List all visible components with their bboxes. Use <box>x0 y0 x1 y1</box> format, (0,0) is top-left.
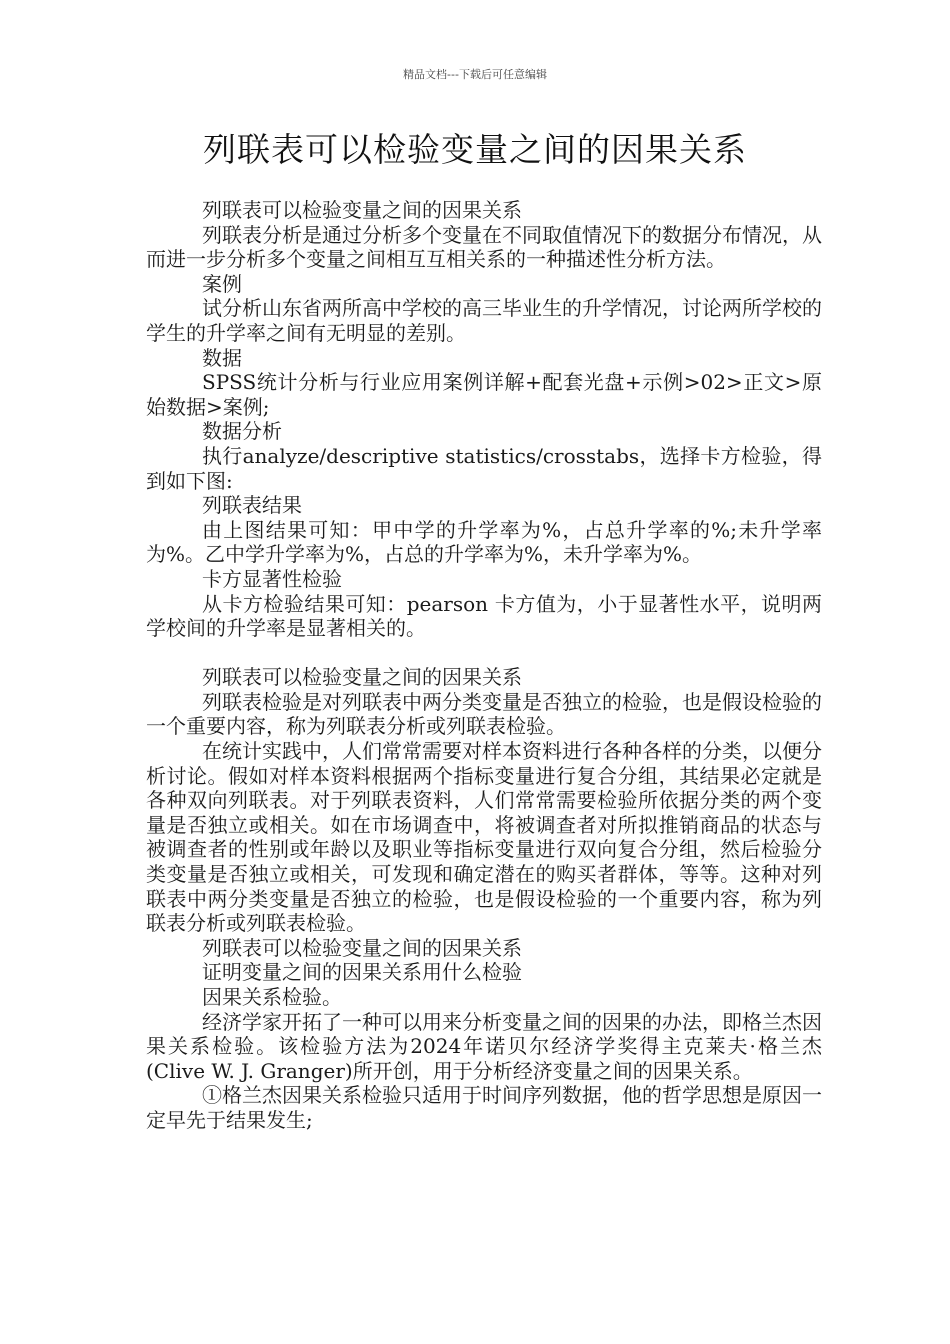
blank-line <box>146 641 822 666</box>
paragraph: 经济学家开拓了一种可以用来分析变量之间的因果的办法，即格兰杰因果关系检验。该检验方法为2024年诺贝尔经济学奖得主克莱夫·格兰杰(Clive W. J. Granger)所开创，用于分析经济变量之间的因果关系。 <box>146 1009 822 1083</box>
paragraph: 列联表可以检验变量之间的因果关系 <box>202 935 522 960</box>
paragraph: 列联表检验是对列联表中两分类变量是否独立的检验，也是假设检验的一个重要内容，称为列联表分析或列联表检验。 <box>146 689 822 739</box>
paragraph: 在统计实践中，人们常常需要对样本资料进行各种各样的分类，以便分析讨论。假如对样本资料根据两个指标变量进行复合分组，其结果必定就是各种双向列联表。对于列联表资料，人们常常需要检验所依据分类的两个变量是否独立或相关。如在市场调查中，将被调查者对所拟推销商品的状态与被调查者的性别或年龄以及职业等指标变量进行双向复合分组，然后检验分类变量是否独立或相关，可发现和确定潜在的购买者群体，等等。这种对列联表中两分类变量是否独立的检验，也是假设检验的一个重要内容，称为列联表分析或列联表检验。 <box>146 739 822 936</box>
paragraph: 执行analyze/descriptive statistics/crosstabs，选择卡方检验，得到如下图: <box>146 443 822 493</box>
paragraph: 列联表分析是通过分析多个变量在不同取值情况下的数据分布情况，从而进一步分析多个变量之间相互互相关系的一种描述性分析方法。 <box>146 222 822 272</box>
paragraph: 由上图结果可知：甲中学的升学率为%，占总升学率的%;未升学率为%。乙中学升学率为%，占总的升学率为%，未升学率为%。 <box>146 517 822 567</box>
paragraph: 列联表可以检验变量之间的因果关系 <box>202 665 522 690</box>
paragraph: SPSS统计分析与行业应用案例详解+配套光盘+示例>02>正文>原始数据>案例; <box>146 370 822 419</box>
paragraph: 从卡方检验结果可知：pearson 卡方值为，小于显著性水平，说明两学校间的升学率是显著相关的。 <box>146 591 822 641</box>
document-body <box>146 198 822 1133</box>
paragraph: 数据分析 <box>202 419 282 444</box>
paragraph: 因果关系检验。 <box>202 985 342 1009</box>
paragraph: 卡方显著性检验 <box>202 566 342 591</box>
paragraph: 列联表可以检验变量之间的因果关系 <box>202 198 522 222</box>
paragraph: 数据 <box>202 345 242 370</box>
paragraph: 案例 <box>202 271 242 296</box>
paragraph: 列联表结果 <box>202 493 302 518</box>
paragraph: 试分析山东省两所高中学校的高三毕业生的升学情况，讨论两所学校的学生的升学率之间有无明显的差别。 <box>146 296 822 345</box>
paragraph: 证明变量之间的因果关系用什么检验 <box>202 960 522 985</box>
header-note: 精品文档---下载后可任意编辑 <box>403 68 547 81</box>
document-title: 列联表可以检验变量之间的因果关系 <box>203 130 747 169</box>
paragraph: ①格兰杰因果关系检验只适用于时间序列数据，他的哲学思想是原因一定早先于结果发生; <box>146 1083 822 1132</box>
